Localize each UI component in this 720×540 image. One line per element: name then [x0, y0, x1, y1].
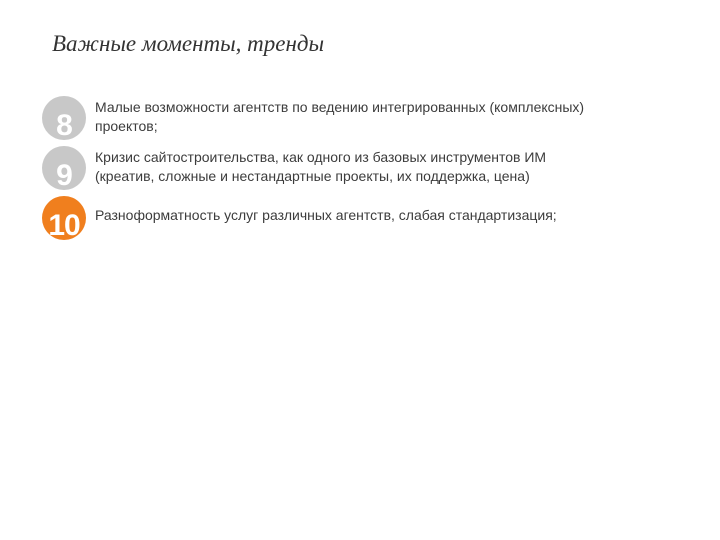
number-badge-9 [42, 146, 86, 190]
list-item-line: Кризис сайтостроительства, как одного из базовых инструментов ИМ [95, 149, 547, 165]
slide-title: Важные моменты, тренды [52, 31, 325, 56]
list-item-line: (креатив, сложные и нестандартные проекты, их поддержка, цена) [95, 168, 530, 184]
badge-number: 10 [48, 209, 80, 240]
badge-number: 8 [56, 109, 72, 140]
list-item-line: проектов; [95, 118, 158, 134]
badge-number: 9 [56, 159, 72, 190]
list-item-line: Разноформатность услуг различных агентств, слабая стандартизация; [95, 207, 557, 223]
list-item-line: Малые возможности агентств по ведению интегрированных (комплексных) [95, 99, 585, 115]
number-badge-8 [42, 96, 86, 140]
list-item-9 [95, 148, 695, 186]
number-badge-10 [42, 196, 86, 240]
list-item-8 [95, 98, 695, 136]
list-item-10 [95, 206, 695, 225]
